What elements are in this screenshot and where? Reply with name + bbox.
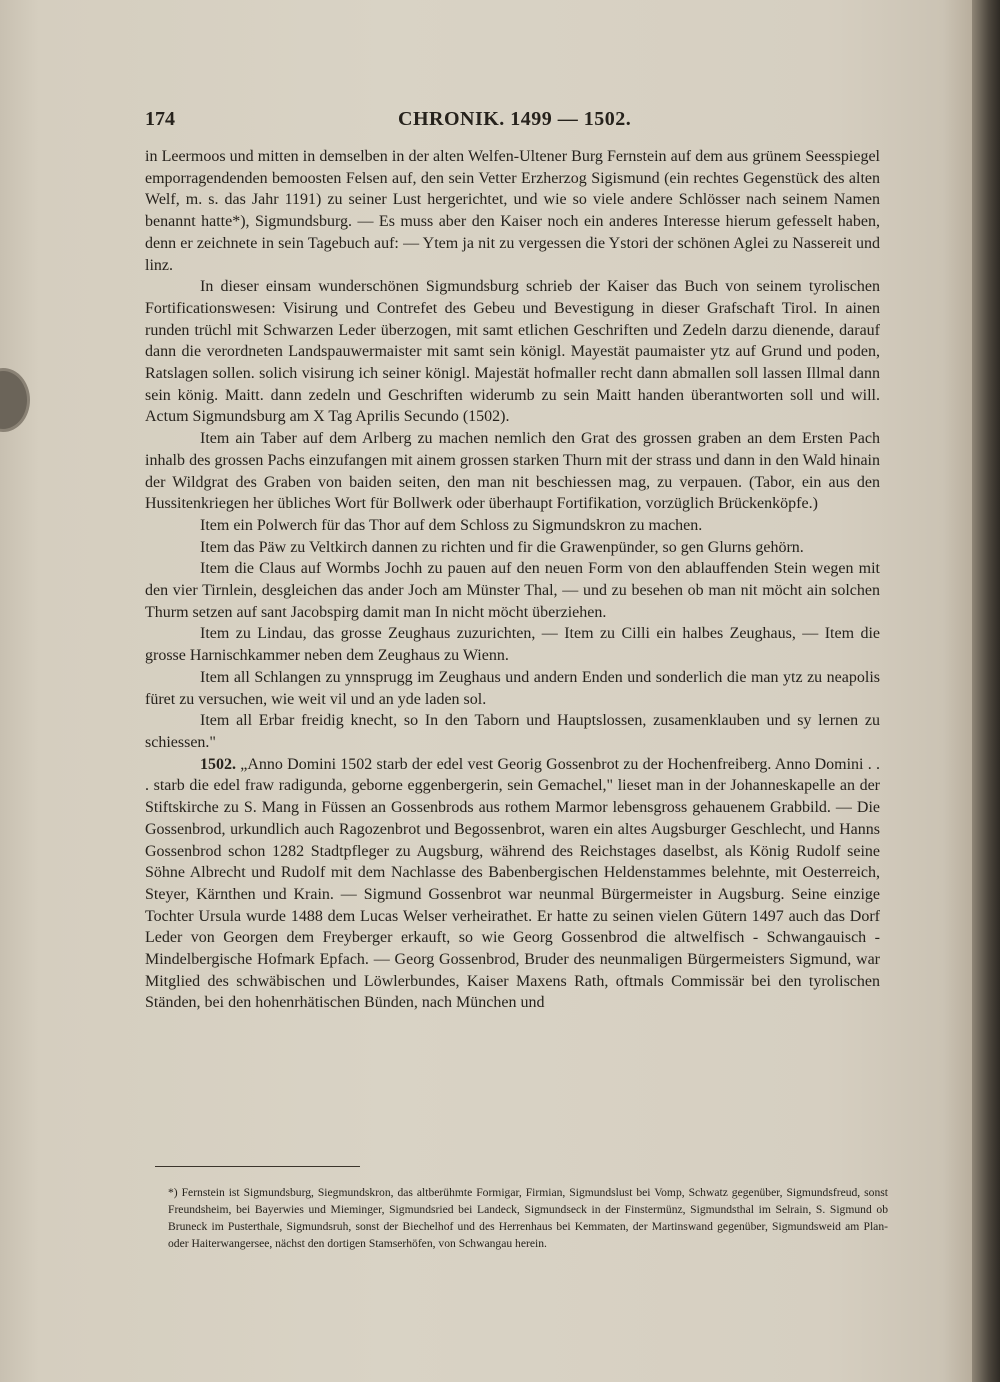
paragraph: Item ain Taber auf dem Arlberg zu machen nemlich den Grat des grossen graben an dem Ersten Pach inhalb des grossen Pachs einzufangen mit ainem grossen starken Thurn mit der strass und dann in den Wald hinain der Wildgrat des Graben von baiden seiten, den man nit beschiessen mag, zu verpauen. (Tabor, ein aus den Hussitenkriegen her übliches Wort für Bollwerk oder überhaupt Fortifikation, vorzüglich Brückenköpfe.): [145, 430, 880, 513]
body-text: [145, 146, 880, 1014]
year-marker: 1502.: [200, 755, 236, 773]
page-number: 174: [145, 108, 175, 130]
paragraph: In dieser einsam wunderschönen Sigmundsburg schrieb der Kaiser das Buch von seinem tyrolischen Fortificationswesen: Visirung und Contrefet des Gebeu und Bevestigung in dieser Grafschaft Tirol. In ainen runden trüchl mit Schwarzen Leder überzogen, mit samt etlichen Geschriften und Zedeln darzu dienende, darauf dann die verordneten Landspauwermaister mit samt sein königl. Mayestät paumaister ytz auf Grund und poden, Ratslagen sollen. solich visirung ich seiner königl. Majestät hofmaller recht dann abmallen soll lassen Illmal dann sein könig. Maitt. dann zedeln und Geschriften widerumb zu sein Maitt handen überantworten soll und will. Actum Sigmundsburg am X Tag Aprilis Secundo (1502).: [145, 278, 880, 426]
paragraph: Item zu Lindau, das grosse Zeughaus zuzurichten, — Item zu Cilli ein halbes Zeughaus, — Item die grosse Harnischkammer neben dem Zeughaus zu Wienn.: [145, 625, 880, 665]
running-title: CHRONIK. 1499 — 1502.: [398, 108, 632, 130]
footnote: *) Fernstein ist Sigmundsburg, Siegmundskron, das altberühmte Formigar, Firmian, Sigmundslust bei Vomp, Schwatz gegenüber, Sigmundsfreud, sonst Freundsheim, bei Bayerwies und Mieminger, Sigmundsried bei Landeck, Sigmundseck in der Finstermünz, Sigmundsthal im Selrain, S. Sigmund ob Bruneck im Pusterthale, Sigmundsruh, sonst der Biechelhof und des Herrenhaus bei Kemmaten, der Martinswand gegenüber, Sigmundsweid am Plan- oder Haiterwangersee, nächst den dortigen Stamserhöfen, von Schwangau herein.: [168, 1186, 888, 1250]
paragraph-text: „Anno Domini 1502 starb der edel vest Georig Gossenbrot zu der Hochenfreiberg. Anno Domini . . . starb die edel fraw radigunda, geborne eggenbergerin, sein Gemachel," lieset man in der Johanneskapelle an der Stiftskirche zu S. Mang in Füssen an Gossenbrods aus rothem Marmor lebensgross gehauenem Grabbild. — Die Gossenbrod, urkundlich auch Ragozenbrot und Begossenbrot, waren ein altes Augsburger Geschlecht, und Hanns Gossenbrod schon 1282 Stadtpfleger zu Augsburg, während des Reichstages daselbst, als König Rudolf seine Söhne Albrecht und Rudolf mit dem Nachlasse des Babenbergischen Heldenstammes belehnte, mit Oesterreich, Steyer, Kärnthen und Krain. — Sigmund Gossenbrot war neunmal Bürgermeister in Augsburg. Seine einzige Tochter Ursula wurde 1488 dem Lucas Welser verheirathet. Er hatte zu seinen vielen Gütern 1497 auch das Dorf Leder von Georgen dem Freyberger erkauft, so wie Georg Gossenbrod die altwelfisch - Schwangauisch - Mindelbergische Hofmark Epfach. — Georg Gossenbrod, Bruder des neunmaligen Bürgermeisters Sigmund, war Mitglied des schwäbischen und Löwlerbundes, Kaiser Maxens Rath, oftmals Commissär bei den tyrolischen Ständen, bei den hohenrhätischen Bünden, nach München und: [145, 755, 880, 1012]
paragraph: in Leermoos und mitten in demselben in der alten Welfen-Ultener Burg Fernstein auf dem aus grünem Seesspiegel emporragendenden bemoosten Felsen auf, den sein Vetter Erzherzog Sigismund (ein rechtes Gegenstück des alten Welf, m. s. das Jahr 1191) zu seiner Lust hergerichtet, und wie so viele andere Schlösser nach seinem Namen benannt hatte*), Sigmundsburg. — Es muss aber den Kaiser noch ein anderes Interesse hierum gefesselt haben, denn er zeichnete in sein Tagebuch auf: — Ytem ja nit zu vergessen die Ystori der schönen Aglei zu Nassereit und linz.: [145, 148, 880, 274]
paragraph-1502: [145, 754, 880, 1014]
binding-ring: [0, 368, 30, 432]
paragraph: Item all Erbar freidig knecht, so In den Taborn und Hauptslossen, zusamenklauben und sy lernen zu schiessen.": [145, 712, 880, 751]
paragraph: Item die Claus auf Wormbs Jochh zu pauen auf den neuen Form von den ablauffenden Stein wegen mit den vier Tirnlein, desgleichen das ander Joch am Münster Thal, — und zu besehen ob man nit möcht ain solchen Thurm setzen auf sant Jacobspirg damit man In nicht möcht überziehen.: [145, 560, 880, 621]
running-header: [145, 108, 875, 138]
paragraph: Item das Päw zu Veltkirch dannen zu richten und fir die Grawenpünder, so gen Glurns gehörn.: [200, 538, 804, 556]
paragraph: Item all Schlangen zu ynnsprugg im Zeughaus und andern Enden und sonderlich die man ytz zu neapolis füret zu versuchen, wie weit vil und an yde laden sol.: [145, 668, 880, 708]
book-spine: [972, 0, 1000, 1382]
footnote-rule: [155, 1166, 360, 1167]
paragraph: Item ein Polwerch für das Thor auf dem Schloss zu Sigmundskron zu machen.: [200, 516, 703, 534]
